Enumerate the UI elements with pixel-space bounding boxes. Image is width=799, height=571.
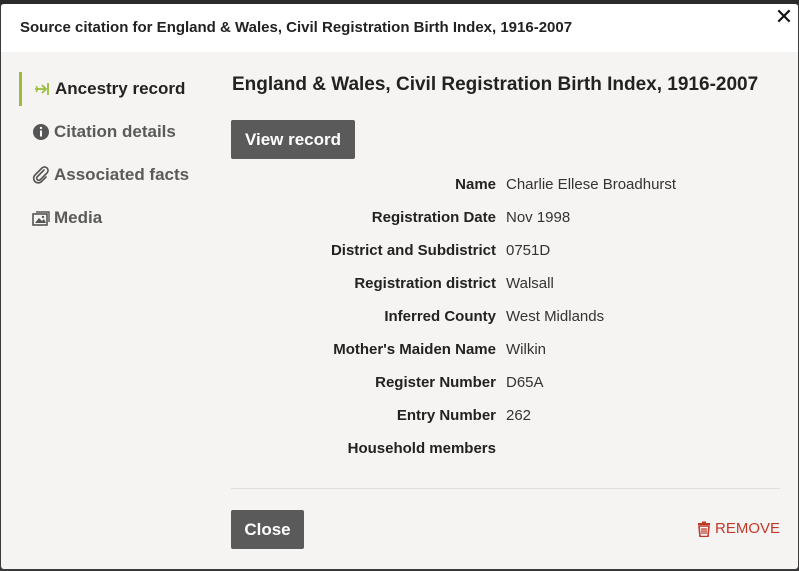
detail-row-registration-district (231, 275, 780, 308)
detail-label: District and Subdistrict (330, 242, 496, 259)
photos-icon (31, 208, 51, 228)
ancestry-leaf-icon (32, 79, 52, 99)
record-heading: England & Wales, Civil Registration Birth Index, 1916-2007 (232, 74, 759, 95)
remove-label: REMOVE (714, 520, 780, 537)
footer-divider (231, 488, 780, 489)
detail-row-entry-number (231, 407, 780, 440)
detail-value: Walsall (506, 275, 554, 292)
view-record-button[interactable]: View record (231, 120, 355, 159)
sidebar-item-ancestry-record[interactable] (19, 72, 209, 106)
detail-value: Nov 1998 (506, 209, 571, 226)
detail-value: D65A (506, 374, 544, 391)
detail-row-name (231, 176, 780, 209)
detail-label: Mother's Maiden Name (333, 341, 496, 358)
detail-row-inferred-county (231, 308, 780, 341)
detail-label: Inferred County (384, 308, 496, 325)
sidebar-item-label: Citation details (54, 122, 176, 141)
sidebar-item-label: Ancestry record (55, 79, 186, 98)
remove-link[interactable] (697, 520, 780, 537)
sidebar-nav (19, 72, 209, 244)
detail-label: Registration Date (371, 209, 496, 226)
detail-label: Entry Number (396, 407, 496, 424)
detail-label: Register Number (375, 374, 496, 391)
sidebar-item-citation-details[interactable] (19, 115, 209, 149)
sidebar-item-label: Media (54, 208, 103, 227)
detail-row-district (231, 242, 780, 275)
paperclip-icon (31, 165, 51, 185)
detail-row-register-number (231, 374, 780, 407)
sidebar-item-media[interactable] (19, 201, 209, 235)
modal-header (1, 4, 798, 52)
detail-value: Wilkin (506, 341, 546, 358)
detail-value: 0751D (506, 242, 551, 259)
info-icon (31, 122, 51, 142)
source-citation-modal (1, 4, 798, 569)
record-content (231, 72, 780, 457)
close-button[interactable]: Close (231, 510, 304, 549)
detail-value: 262 (506, 407, 532, 424)
sidebar-item-associated-facts[interactable] (19, 158, 209, 192)
detail-row-registration-date (231, 209, 780, 242)
detail-row-mothers-maiden-name (231, 341, 780, 374)
detail-label: Registration district (354, 275, 496, 292)
sidebar-item-label: Associated facts (54, 165, 190, 184)
detail-label: Name (455, 176, 496, 193)
detail-value: Charlie Ellese Broadhurst (506, 176, 677, 193)
modal-title: Source citation for England & Wales, Civil Registration Birth Index, 1916-2007 (20, 19, 573, 36)
detail-value: West Midlands (506, 308, 605, 325)
trash-icon (697, 521, 711, 537)
record-details (231, 176, 780, 473)
detail-label: Household members (347, 440, 496, 457)
close-icon[interactable]: ✕ (774, 4, 794, 29)
detail-row-household-members (231, 440, 780, 473)
